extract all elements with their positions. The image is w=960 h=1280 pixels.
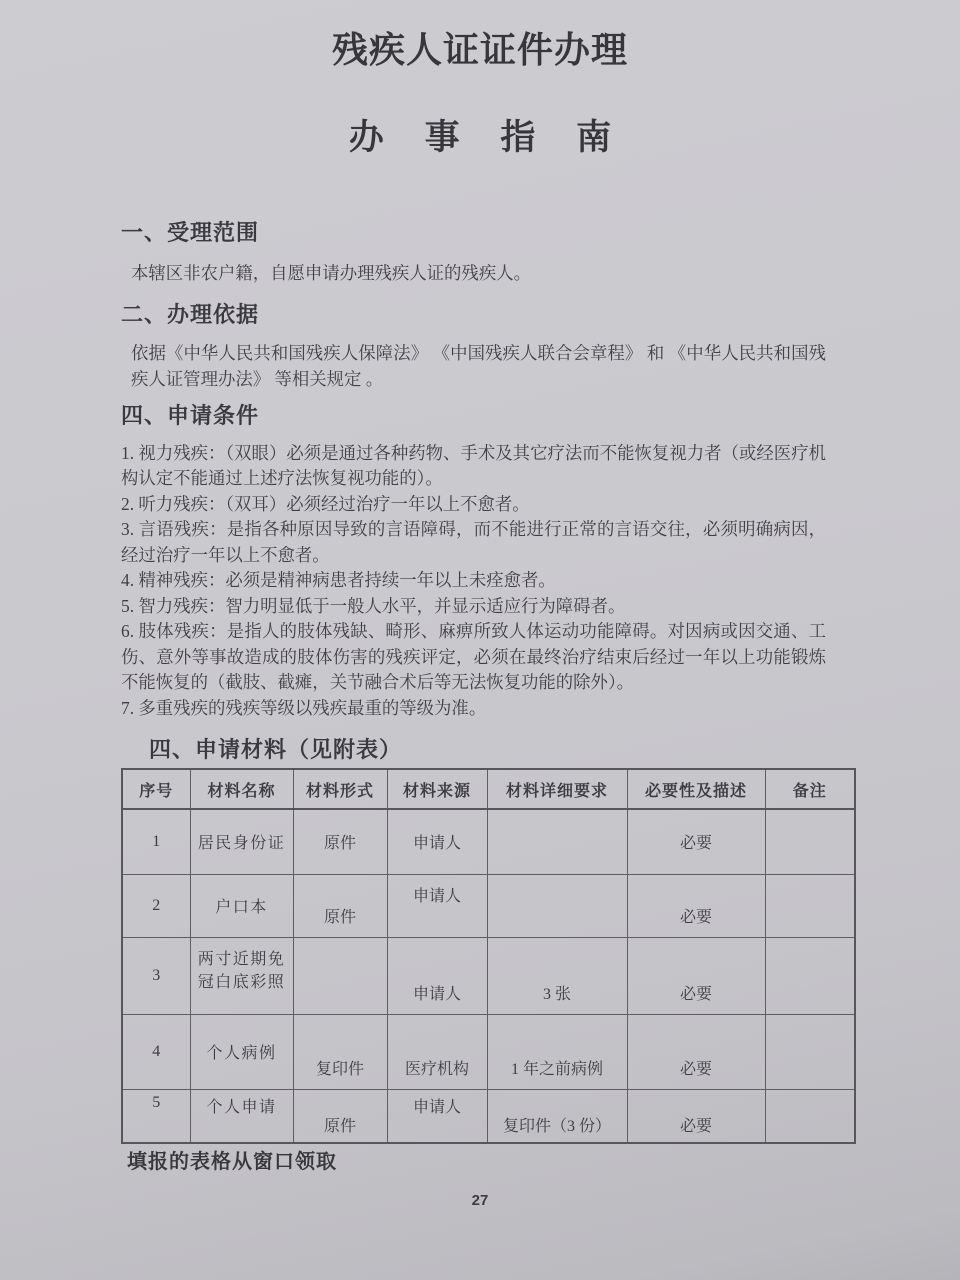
table-cell: 申请人 [387, 1089, 487, 1143]
column-header-remarks: 备注 [765, 769, 855, 809]
table-header-row [122, 769, 855, 809]
table-cell [293, 937, 387, 1014]
column-header-material-name: 材料名称 [190, 769, 293, 809]
footer-note: 填报的表格从窗口领取 [127, 1151, 337, 1173]
table-cell: 医疗机构 [387, 1014, 487, 1089]
column-header-material-form: 材料形式 [293, 769, 387, 809]
document-body [0, 217, 861, 1174]
table-row-photos [122, 937, 855, 1014]
section-heading-processing-basis: 二、办理依据 [121, 301, 260, 327]
table-cell: 原件 [293, 1089, 387, 1143]
table-cell: 个人申请 [190, 1089, 293, 1143]
section-text-processing-basis: 依据《中华人民共和国残疾人保障法》 《中国残疾人联合会章程》 和 《中华人民共和国残疾人证管理办法》 等相关规定 。 [131, 342, 826, 389]
condition-item-visual: 1. 视力残疾：（双眼）必须是通过各种药物、手术及其它疗法而不能恢复视力者（或经医疗机构认定不能通过上述疗法恢复视功能的）。 [121, 442, 826, 488]
condition-item-physical: 6. 肢体残疾：是指人的肢体残缺、畸形、麻痹所致人体运动功能障碍。对因病或因交通、工伤、意外等事故造成的肢体伤害的残疾评定，必须在最终治疗结束后经过一年以上功能锻炼不能恢复的（截肢、截瘫，关节融合术后等无法恢复功能的除外）。 [121, 621, 826, 692]
column-header-seq: 序号 [122, 769, 190, 809]
table-cell [487, 809, 627, 874]
table-cell [765, 937, 855, 1014]
table-cell [487, 874, 627, 937]
table-row-medical-record [122, 1014, 855, 1089]
table-cell: 3 [122, 937, 190, 1014]
table-cell: 申请人 [387, 937, 487, 1014]
table-cell: 4 [122, 1014, 190, 1089]
section-heading-application-conditions: 四、申请条件 [121, 402, 260, 428]
table-cell: 3 张 [487, 937, 627, 1014]
table-row-household-register [122, 874, 855, 937]
document-title: 残疾人证证件办理 [331, 30, 628, 70]
table-cell: 申请人 [387, 809, 487, 874]
section-heading-acceptance-scope: 一、受理范围 [121, 220, 260, 245]
table-cell [765, 874, 855, 937]
condition-item-speech: 3. 言语残疾：是指各种原因导致的言语障碍，而不能进行正常的言语交往，必须明确病因，经过治疗一年以上不愈者。 [121, 519, 826, 565]
table-cell [765, 1089, 855, 1143]
table-cell: 必要 [627, 809, 765, 874]
table-cell: 1 [122, 809, 190, 874]
table-cell: 原件 [293, 874, 387, 937]
table-row-id-card [122, 809, 855, 874]
table-cell [765, 809, 855, 874]
condition-item-hearing: 2. 听力残疾：（双耳）必须经过治疗一年以上不愈者。 [121, 493, 530, 514]
table-cell: 两寸近期免冠白底彩照 [190, 937, 293, 1014]
table-cell: 2 [122, 874, 190, 937]
table-cell: 居民身份证 [190, 809, 293, 874]
table-cell: 复印件 [293, 1014, 387, 1089]
column-header-material-source: 材料来源 [387, 769, 487, 809]
section-heading-application-materials: 四、申请材料（见附表） [149, 737, 403, 762]
table-cell: 必要 [627, 874, 765, 937]
table-cell: 1 年之前病例 [487, 1014, 627, 1089]
section-text-acceptance-scope: 本辖区非农户籍，自愿申请办理残疾人证的残疾人。 [131, 263, 531, 283]
table-row-personal-application [122, 1089, 855, 1143]
table-cell: 原件 [293, 809, 387, 874]
condition-item-multiple: 7. 多重残疾的残疾等级以残疾最重的等级为准。 [121, 697, 487, 718]
table-cell [765, 1014, 855, 1089]
condition-item-intellectual: 5. 智力残疾：智力明显低于一般人水平，并显示适应行为障碍者。 [121, 595, 626, 616]
materials-table [121, 768, 856, 1144]
table-cell: 必要 [627, 1089, 765, 1143]
table-cell: 必要 [627, 1014, 765, 1089]
table-cell: 复印件（3 份） [487, 1089, 627, 1143]
conditions-list [121, 441, 826, 722]
table-cell: 个人病例 [190, 1014, 293, 1089]
table-cell: 申请人 [387, 874, 487, 937]
column-header-necessity: 必要性及描述 [627, 769, 765, 809]
table-cell: 户口本 [190, 874, 293, 937]
table-cell: 必要 [627, 937, 765, 1014]
condition-item-mental: 4. 精神残疾：必须是精神病患者持续一年以上未痊愈者。 [121, 570, 556, 590]
table-cell: 5 [122, 1089, 190, 1143]
document-subtitle: 办 事 指 南 [348, 118, 612, 157]
column-header-detail-requirements: 材料详细要求 [487, 769, 627, 809]
page-number: 27 [471, 1192, 489, 1209]
